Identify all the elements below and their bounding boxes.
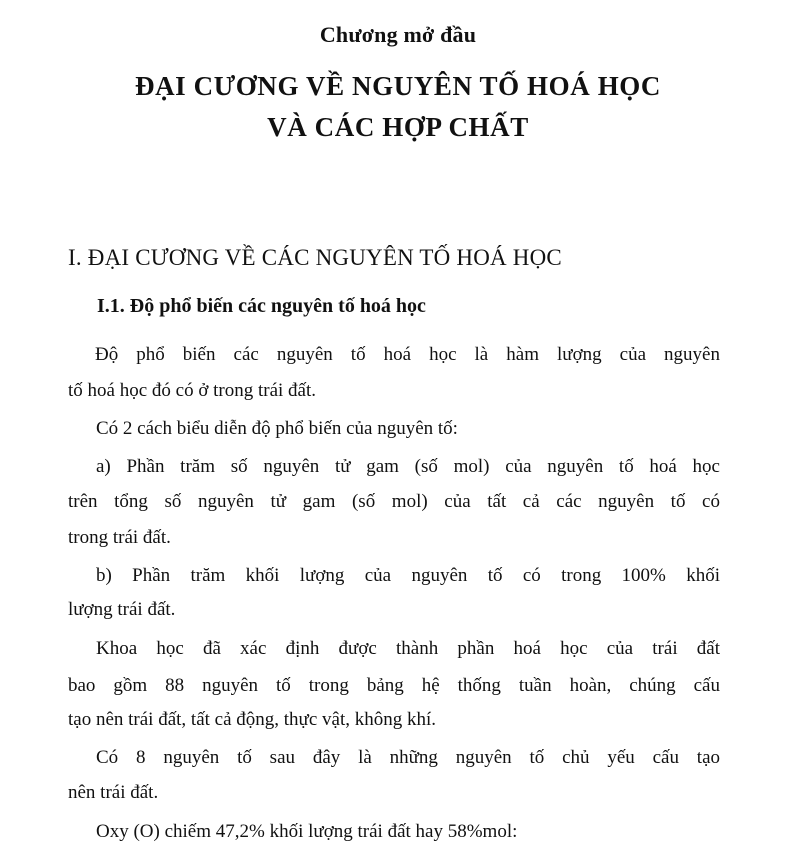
paragraph-line: Có 8 nguyên tố sau đây là những nguyên tố chủ yếu cấu tạo bbox=[96, 747, 720, 768]
paragraph-line: lượng trái đất. bbox=[68, 599, 176, 620]
paragraph-line: Oxy (O) chiếm 47,2% khối lượng trái đất hay 58%mol: bbox=[96, 821, 518, 842]
paragraph-line: Có 2 cách biểu diễn độ phổ biến của nguyên tố: bbox=[96, 418, 458, 439]
paragraph-line: trên tổng số nguyên tử gam (số mol) của tất cả các nguyên tố có bbox=[68, 491, 720, 512]
paragraph-line: tạo nên trái đất, tất cả động, thực vật, không khí. bbox=[68, 709, 437, 730]
main-title-line-1: ĐẠI CƯƠNG VỀ NGUYÊN TỐ HOÁ HỌC bbox=[134, 71, 662, 101]
subsection-heading: I.1. Độ phổ biến các nguyên tố hoá học bbox=[97, 295, 426, 317]
paragraph-line: trong trái đất. bbox=[68, 527, 171, 548]
paragraph-line: b) Phần trăm khối lượng của nguyên tố có trong 100% khối bbox=[96, 565, 720, 586]
paragraph-line: bao gồm 88 nguyên tố trong bảng hệ thống tuần hoàn, chúng cấu bbox=[68, 675, 720, 696]
section-heading: I. ĐẠI CƯƠNG VỀ CÁC NGUYÊN TỐ HOÁ HỌC bbox=[68, 245, 562, 270]
paragraph-line: tố hoá học đó có ở trong trái đất. bbox=[68, 380, 317, 401]
chapter-label: Chương mở đầu bbox=[319, 22, 477, 47]
paragraph-line: a) Phần trăm số nguyên tử gam (số mol) của nguyên tố hoá học bbox=[96, 456, 720, 477]
paragraph-line: Độ phổ biến các nguyên tố hoá học là hàm lượng của nguyên bbox=[95, 344, 720, 365]
main-title-line-2: VÀ CÁC HỢP CHẤT bbox=[267, 112, 529, 142]
paragraph-line: nên trái đất. bbox=[68, 782, 159, 803]
paragraph-line: Khoa học đã xác định được thành phần hoá học của trái đất bbox=[96, 638, 720, 659]
